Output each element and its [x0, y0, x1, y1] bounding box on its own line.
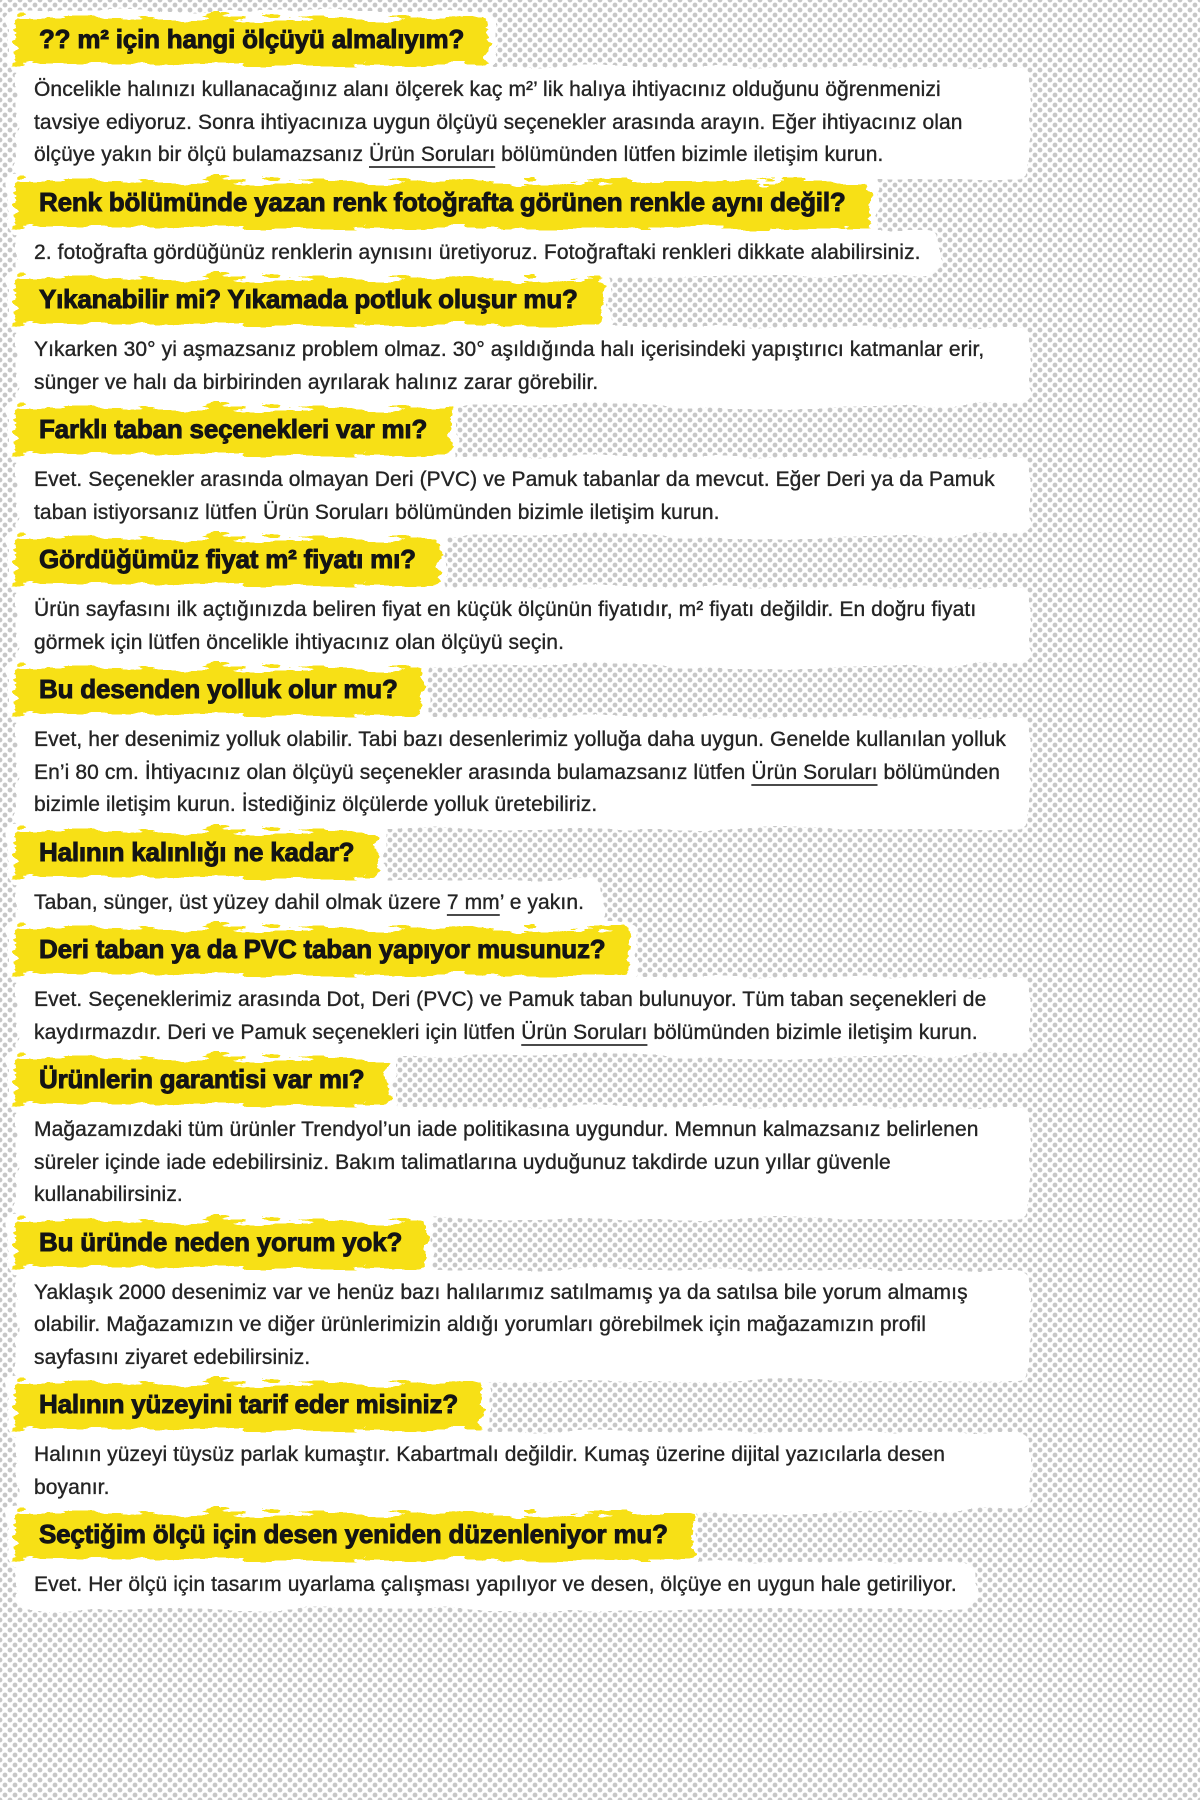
- question-row: [20, 18, 1170, 65]
- question-text: Bu desenden yolluk olur mu?: [39, 674, 398, 704]
- answer-segment: bölümünden bizimle iletişim kurun. İstediğiniz ölçülerde yolluk üretebiliriz.: [34, 760, 1001, 816]
- question-paper-blob: [20, 408, 446, 455]
- answer-underlined-text: Ürün Soruları: [369, 143, 496, 166]
- answer-paper-blob: [34, 984, 1012, 1049]
- question-text: Halının yüzeyini tarif eder misiniz?: [39, 1389, 459, 1419]
- question-row: [20, 181, 1170, 228]
- answer-segment: bölümünden lütfen bizimle iletişim kurun.: [495, 143, 884, 166]
- question-text: Renk bölümünde yazan renk fotoğrafta görünen renkle aynı değil?: [39, 186, 846, 217]
- question-row: [20, 278, 1170, 325]
- question-paper-blob: [20, 928, 624, 975]
- answer-text: [34, 1114, 1012, 1212]
- answer-row: [20, 1569, 1170, 1602]
- faq-item: [20, 278, 1170, 399]
- question-text: Halının kalınlığı ne kadar?: [39, 836, 355, 867]
- answer-row: [20, 464, 1170, 529]
- question-highlight: [20, 538, 435, 585]
- answer-text: [34, 74, 1012, 172]
- answer-paper-blob: [34, 74, 1012, 172]
- answer-row: [20, 1439, 1170, 1504]
- question-text: Gördüğümüz fiyat m² fiyatı mı?: [39, 544, 416, 574]
- answer-paper-blob: [34, 464, 1012, 529]
- question-highlight: [20, 181, 865, 228]
- faq-item: [20, 668, 1170, 822]
- question-row: [20, 538, 1170, 585]
- question-row: [20, 1058, 1170, 1105]
- answer-underlined-text: Ürün Soruları: [521, 1020, 648, 1044]
- answer-underlined-text: Ürün Soruları: [751, 760, 878, 784]
- question-highlight: [20, 1513, 687, 1560]
- faq-list: [20, 18, 1170, 1602]
- answer-segment: Ürün sayfasını ilk açtığınızda beliren fiyat en küçük ölçünün fiyatıdır, m² fiyatı değildir. En doğru fiyatı görmek için lütfen öncelikle ihtiyacınız olan ölçüyü seçin.: [34, 598, 977, 654]
- answer-row: [20, 594, 1170, 659]
- faq-item: [20, 928, 1170, 1049]
- question-highlight: [20, 1383, 477, 1430]
- answer-text: [34, 594, 1012, 659]
- question-row: [20, 1221, 1170, 1268]
- answer-paper-blob: [34, 1569, 957, 1602]
- question-paper-blob: [20, 538, 435, 585]
- question-paper-blob: [20, 181, 865, 228]
- faq-item: [20, 18, 1170, 172]
- answer-paper-blob: [34, 1114, 1012, 1212]
- faq-item: [20, 1221, 1170, 1375]
- question-paper-blob: [20, 1513, 687, 1560]
- question-paper-blob: [20, 831, 373, 878]
- faq-item: [20, 1383, 1170, 1504]
- answer-text: [34, 1277, 1012, 1375]
- question-text: Seçtiğim ölçü için desen yeniden düzenleniyor mu?: [39, 1519, 668, 1549]
- answer-paper-blob: [34, 594, 1012, 659]
- question-paper-blob: [20, 1058, 383, 1105]
- question-highlight: [20, 278, 597, 325]
- question-highlight: [20, 408, 446, 455]
- answer-segment: ’ e yakın.: [499, 890, 585, 914]
- question-highlight: [20, 928, 624, 975]
- answer-paper-blob: [34, 334, 1012, 399]
- answer-text: [34, 464, 1012, 529]
- answer-text: [34, 984, 1012, 1049]
- question-text: Farklı taban seçenekleri var mı?: [39, 414, 428, 444]
- faq-item: [20, 1058, 1170, 1212]
- question-paper-blob: [20, 1221, 421, 1268]
- question-text: Bu üründe neden yorum yok?: [39, 1226, 403, 1257]
- answer-row: [20, 237, 1170, 270]
- answer-segment: Evet. Seçeneklerimiz arasında Dot, Deri (PVC) ve Pamuk taban bulunuyor. Tüm taban seçenekleri de kaydırmazdır. Deri ve Pamuk seçenekleri için lütfen: [34, 988, 987, 1044]
- answer-segment: 2. fotoğrafta gördüğünüz renklerin aynısını üretiyoruz. Fotoğraftaki renkleri dikkate alabilirsiniz.: [34, 240, 921, 264]
- answer-segment: Öncelikle halınızı kullanacağınız alanı ölçerek kaç m²’ lik halıya ihtiyacınız olduğunu öğrenmenizi tavsiye ediyoruz. Sonra ihtiyacınıza uygun ölçüyü seçenekler arasında arayın. Eğer ihtiyacınız olan ölçüye yakın bir ölçü bulamazsanız: [34, 78, 963, 166]
- answer-segment: Yıkarken 30° yi aşmazsanız problem olmaz. 30° aşıldığında halı içerisindeki yapıştırıcı katmanlar erir, sünger ve halı da birbirinden ayrılarak halınız zarar görebilir.: [34, 338, 985, 394]
- question-highlight: [20, 1058, 383, 1105]
- question-row: [20, 1513, 1170, 1560]
- answer-row: [20, 887, 1170, 920]
- answer-segment: Yaklaşık 2000 desenimiz var ve henüz bazı halılarımız satılmamış ya da satılsa bile yorum almamış olabilir. Mağazamızın ve diğer ürünlerimizin aldığı yorumları görebilmek için mağazamızın profil sayfasını ziyaret edebilirsiniz.: [34, 1280, 968, 1369]
- answer-paper-blob: [34, 1277, 1012, 1375]
- answer-row: [20, 984, 1170, 1049]
- question-text: Yıkanabilir mi? Yıkamada potluk oluşur mu?: [39, 284, 578, 314]
- question-row: [20, 668, 1170, 715]
- question-text: Ürünlerin garantisi var mı?: [39, 1064, 365, 1094]
- answer-segment: Mağazamızdaki tüm ürünler Trendyol’un iade politikasına uygundur. Memnun kalmazsanız belirlenen süreler içinde iade edebilirsiniz. Bakım talimatlarına uyduğunuz takdirde uzun yıllar güvenle kullanabilirsiniz.: [34, 1118, 979, 1206]
- question-paper-blob: [20, 1383, 477, 1430]
- answer-text: [34, 1439, 1012, 1504]
- faq-item: [20, 1513, 1170, 1602]
- question-row: [20, 928, 1170, 975]
- answer-segment: bölümünden bizimle iletişim kurun.: [647, 1020, 978, 1044]
- question-row: [20, 831, 1170, 878]
- answer-text: [34, 887, 584, 920]
- question-paper-blob: [20, 18, 483, 65]
- answer-underlined-text: 7 mm: [446, 890, 500, 914]
- question-highlight: [20, 18, 483, 65]
- question-paper-blob: [20, 668, 417, 715]
- question-text: ?? m² için hangi ölçüyü almalıyım?: [39, 24, 465, 54]
- question-text: Deri taban ya da PVC taban yapıyor musunuz?: [39, 934, 606, 964]
- answer-segment: Taban, sünger, üst yüzey dahil olmak üzere: [34, 890, 447, 914]
- answer-row: [20, 334, 1170, 399]
- question-highlight: [20, 831, 373, 878]
- answer-segment: Halının yüzeyi tüysüz parlak kumaştır. Kabartmalı değildir. Kumaş üzerine dijital yazıcılarla desen boyanır.: [34, 1443, 945, 1499]
- answer-text: [34, 334, 1012, 399]
- answer-paper-blob: [34, 237, 921, 270]
- answer-row: [20, 1114, 1170, 1212]
- answer-segment: Evet. Her ölçü için tasarım uyarlama çalışması yapılıyor ve desen, ölçüye en uygun hale getiriliyor.: [34, 1573, 957, 1596]
- faq-item: [20, 181, 1170, 270]
- question-highlight: [20, 1221, 421, 1268]
- answer-segment: Evet. Seçenekler arasında olmayan Deri (PVC) ve Pamuk tabanlar da mevcut. Eğer Deri ya da Pamuk taban istiyorsanız lütfen Ürün Soruları bölümünden bizimle iletişim kurun.: [34, 468, 995, 524]
- answer-paper-blob: [34, 1439, 1012, 1504]
- question-paper-blob: [20, 278, 597, 325]
- question-highlight: [20, 668, 417, 715]
- faq-item: [20, 831, 1170, 920]
- question-row: [20, 1383, 1170, 1430]
- faq-item: [20, 408, 1170, 529]
- answer-text: [34, 1569, 957, 1602]
- answer-row: [20, 74, 1170, 172]
- answer-paper-blob: [34, 724, 1012, 822]
- answer-text: [34, 724, 1012, 822]
- faq-item: [20, 538, 1170, 659]
- answer-paper-blob: [34, 887, 584, 920]
- answer-segment: Evet, her desenimiz yolluk olabilir. Tabi bazı desenlerimiz yolluğa daha uygun. Genelde kullanılan yolluk En’i 80 cm. İhtiyacınız olan ölçüyü seçenekler arasında bulamazsanız lütfen: [34, 728, 1006, 784]
- answer-row: [20, 724, 1170, 822]
- question-row: [20, 408, 1170, 455]
- answer-text: [34, 237, 921, 270]
- answer-row: [20, 1277, 1170, 1375]
